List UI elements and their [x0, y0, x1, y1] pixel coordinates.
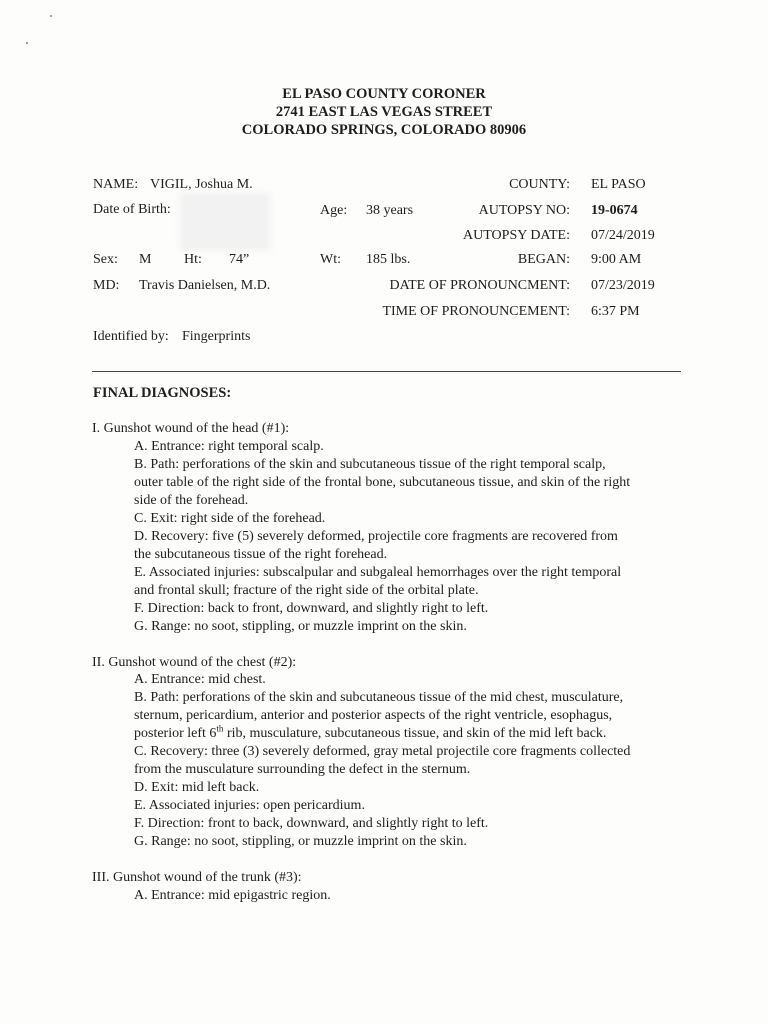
height-label: Ht: — [184, 252, 202, 267]
diagnosis-1-path-line2: outer table of the right side of the frontal bone, subcutaneous tissue, and skin of the right — [134, 475, 631, 490]
diagnosis-3-entrance: A. Entrance: mid epigastric region. — [134, 888, 331, 903]
diagnosis-2-path-line2: sternum, pericardium, anterior and posterior aspects of the right ventricle, esophagus, — [134, 708, 613, 723]
diagnosis-2-range: G. Range: no soot, stippling, or muzzle imprint on the skin. — [134, 834, 467, 849]
diagnosis-1-recovery-line1: D. Recovery: five (5) severely deformed, projectile core fragments are recovered from — [134, 529, 618, 544]
date-of-pronouncement-value: 07/23/2019 — [591, 278, 655, 293]
diagnosis-1-injuries-line1: E. Associated injuries: subscalpular and subgaleal hemorrhages over the right temporal — [134, 565, 622, 580]
header-office-name: EL PASO COUNTY CORONER — [282, 86, 486, 102]
diagnosis-1-exit: C. Exit: right side of the forehead. — [134, 511, 326, 526]
date-of-pronouncement-label: DATE OF PRONOUNCMENT: — [389, 278, 570, 293]
path-line3-start: posterior left 6 — [134, 726, 217, 741]
diagnosis-2-path-line1: B. Path: perforations of the skin and subcutaneous tissue of the mid chest, musculature, — [134, 690, 624, 705]
weight-value: 185 lbs. — [366, 252, 411, 267]
scan-speck — [50, 15, 52, 17]
diagnosis-1-path-line3: side of the forehead. — [134, 493, 249, 508]
md-value: Travis Danielsen, M.D. — [139, 278, 271, 293]
sex-value: M — [139, 252, 152, 267]
began-label: BEGAN: — [517, 252, 570, 267]
autopsy-no-value: 19-0674 — [591, 203, 638, 218]
autopsy-date-value: 07/24/2019 — [591, 228, 655, 243]
diagnosis-2-recovery-line2: from the musculature surrounding the defect in the sternum. — [134, 762, 471, 777]
diagnosis-1-recovery-line2: the subcutaneous tissue of the right forehead. — [134, 547, 388, 562]
diagnosis-1-injuries-line2: and frontal skull; fracture of the right side of the orbital plate. — [134, 583, 479, 598]
diagnosis-1-range: G. Range: no soot, stippling, or muzzle imprint on the skin. — [134, 619, 467, 634]
identified-by-label: Identified by: — [93, 329, 169, 344]
weight-label: Wt: — [320, 252, 341, 267]
county-label: COUNTY: — [509, 177, 570, 192]
autopsy-no-label: AUTOPSY NO: — [478, 203, 570, 218]
diagnosis-1-direction: F. Direction: back to front, downward, and slightly right to left. — [134, 601, 489, 616]
diagnosis-2-recovery-line1: C. Recovery: three (3) severely deformed, gray metal projectile core fragments collected — [134, 744, 631, 759]
name-label: NAME: — [93, 177, 139, 192]
diagnosis-heading-1: I. Gunshot wound of the head (#1): — [92, 421, 290, 436]
height-value: 74” — [229, 252, 250, 267]
scan-speck — [26, 42, 28, 44]
diagnosis-heading-2: II. Gunshot wound of the chest (#2): — [92, 655, 297, 670]
ordinal-suffix: th — [216, 723, 224, 734]
header-street-address: 2741 EAST LAS VEGAS STREET — [275, 104, 493, 120]
md-label: MD: — [93, 278, 120, 293]
began-value: 9:00 AM — [591, 252, 642, 267]
identified-by-value: Fingerprints — [182, 329, 251, 344]
age-value: 38 years — [366, 203, 414, 218]
header-city-state: COLORADO SPRINGS, COLORADO 80906 — [241, 122, 527, 138]
diagnosis-2-direction: F. Direction: front to back, downward, and slightly right to left. — [134, 816, 489, 831]
time-of-pronouncement-label: TIME OF PRONOUNCEMENT: — [382, 304, 570, 319]
path-line3-end: rib, musculature, subcutaneous tissue, and skin of the mid left back. — [223, 726, 607, 741]
diagnosis-2-injuries: E. Associated injuries: open pericardium. — [134, 798, 365, 813]
diagnosis-heading-3: III. Gunshot wound of the trunk (#3): — [92, 870, 302, 885]
diagnosis-1-path-line1: B. Path: perforations of the skin and subcutaneous tissue of the right temporal scalp, — [134, 457, 606, 472]
dob-redaction — [183, 196, 267, 248]
dob-label: Date of Birth: — [93, 202, 171, 217]
autopsy-date-label: AUTOPSY DATE: — [463, 228, 570, 243]
age-label: Age: — [320, 203, 348, 218]
county-value: EL PASO — [591, 177, 646, 192]
time-of-pronouncement-value: 6:37 PM — [591, 304, 640, 319]
diagnosis-2-exit: D. Exit: mid left back. — [134, 780, 260, 795]
final-diagnoses-title: FINAL DIAGNOSES: — [93, 385, 232, 401]
horizontal-divider — [92, 371, 681, 372]
diagnosis-2-path-line3 — [134, 725, 606, 743]
sex-label: Sex: — [93, 252, 118, 267]
diagnosis-1-entrance: A. Entrance: right temporal scalp. — [134, 439, 324, 454]
name-value: VIGIL, Joshua M. — [150, 177, 253, 192]
diagnosis-2-entrance: A. Entrance: mid chest. — [134, 672, 266, 687]
